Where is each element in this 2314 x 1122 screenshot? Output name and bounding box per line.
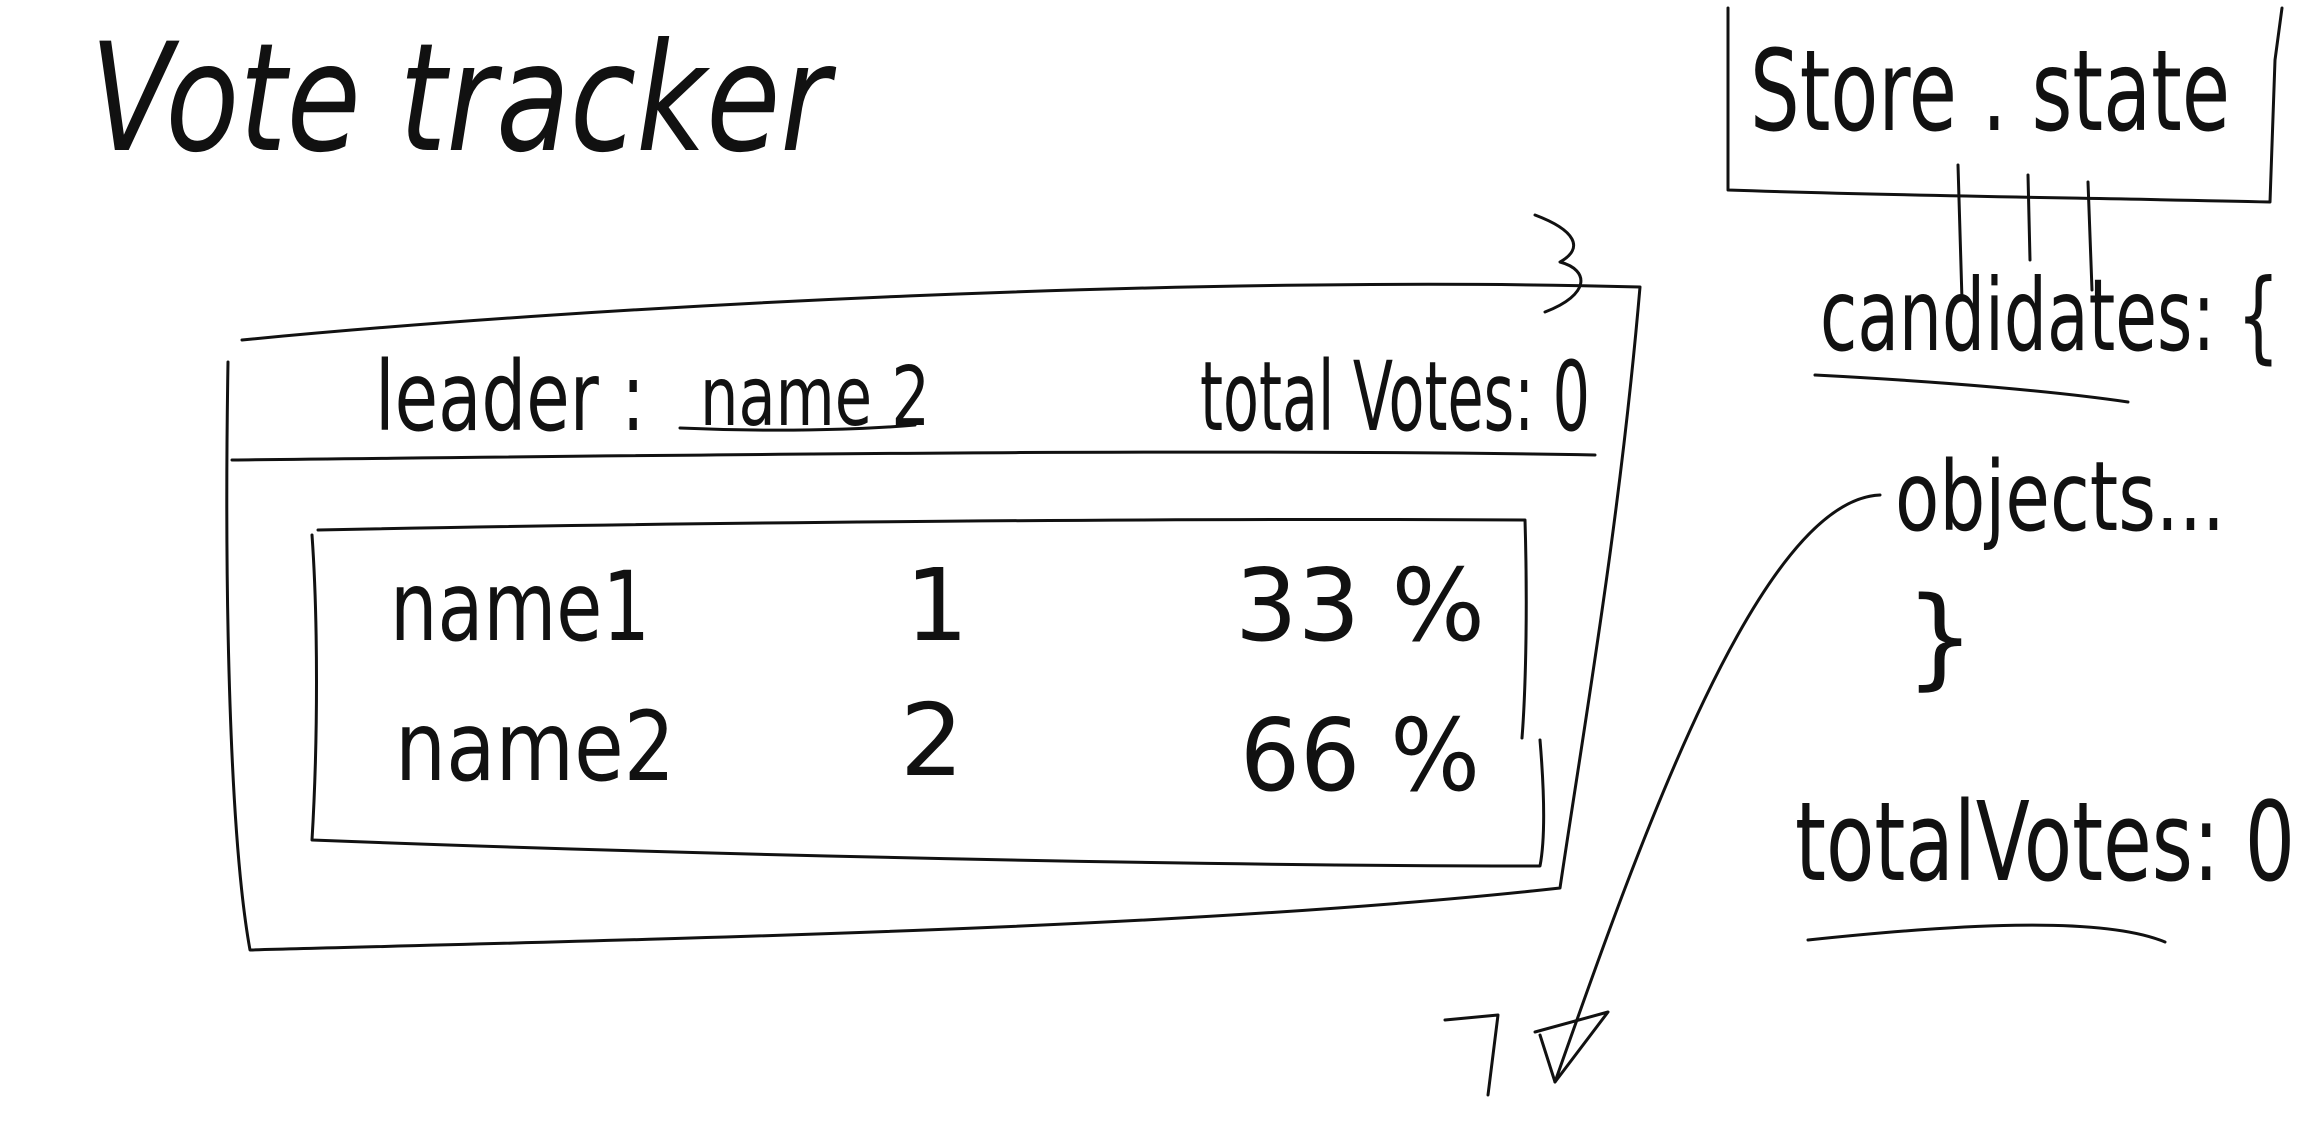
candidate-votes-1: 1 bbox=[905, 547, 969, 664]
candidates-underline bbox=[1815, 375, 2128, 402]
store-state-title: Store . state bbox=[1750, 27, 2230, 157]
store-candidates-label: candidates: { bbox=[1820, 257, 2280, 374]
candidate-name-1: name1 bbox=[390, 551, 650, 663]
leader-label: leader : bbox=[375, 341, 645, 453]
candidate-votes-2: 2 bbox=[900, 682, 964, 799]
widget-total-votes: total Votes: 0 bbox=[1200, 341, 1590, 453]
widget-header-divider bbox=[232, 452, 1595, 460]
objects-arrow-head bbox=[1535, 1012, 1608, 1082]
candidate-percent-1: 33 % bbox=[1235, 547, 1485, 664]
candidate-name-2: name2 bbox=[395, 691, 675, 803]
arrow-side-mark bbox=[1445, 1015, 1498, 1095]
brace-mark bbox=[1535, 215, 1581, 312]
store-connector-2 bbox=[2028, 175, 2030, 260]
store-total-votes-label: totalVotes: 0 bbox=[1795, 778, 2295, 906]
store-objects-label: objects... bbox=[1895, 441, 2225, 553]
candidate-percent-2: 66 % bbox=[1240, 697, 1480, 814]
store-total-votes-underline bbox=[1808, 925, 2165, 942]
leader-value: name 2 bbox=[700, 350, 930, 445]
store-close-brace: } bbox=[1905, 573, 1975, 701]
page-title: Vote tracker bbox=[90, 12, 837, 186]
